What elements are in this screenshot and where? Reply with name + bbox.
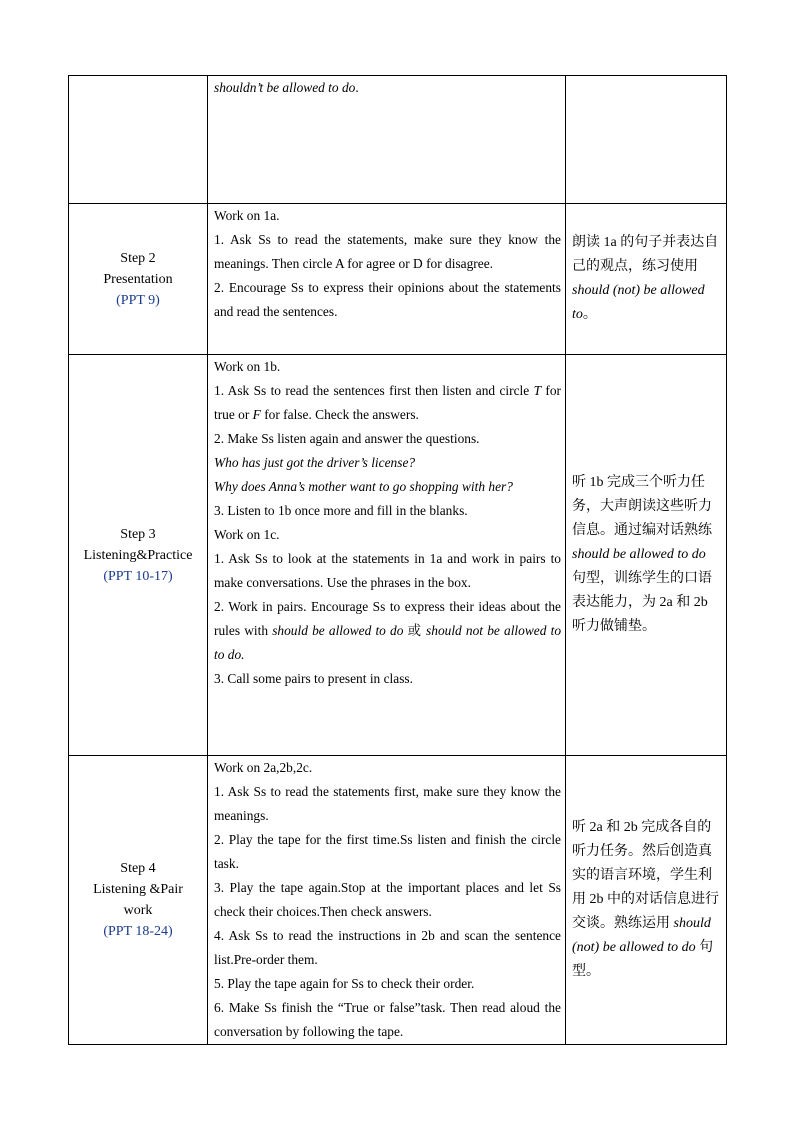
lesson-plan-table bbox=[68, 75, 727, 1045]
note-cell bbox=[566, 204, 727, 355]
table-row bbox=[69, 355, 727, 756]
note-text: should be allowed to do bbox=[572, 547, 706, 562]
note-text: should (not) be allowed to bbox=[572, 283, 705, 322]
procedure-text: shouldn’t be allowed to do bbox=[214, 80, 356, 95]
procedure-text: 2. Play the tape for the first time.Ss listen and finish the circle task. bbox=[214, 832, 561, 871]
procedure-text: 2. Make Ss listen again and answer the questions. bbox=[214, 431, 480, 446]
step-cell bbox=[69, 204, 208, 355]
note-text: 。 bbox=[582, 307, 597, 322]
design-note bbox=[572, 231, 720, 327]
procedure-text: 6. Make Ss finish the “True or false”task. Then read aloud the conversation by following the tape. bbox=[214, 1000, 561, 1039]
procedure-text: should be allowed to do bbox=[272, 623, 404, 638]
procedure-text: T bbox=[533, 383, 542, 398]
step-cell bbox=[69, 756, 208, 1045]
procedure-text: Work on 1b. bbox=[214, 359, 281, 374]
note-text: 听 1b 完成三个听力任务，大声朗读这些听力信息。通过编对话熟练 bbox=[572, 475, 712, 538]
procedure-line bbox=[214, 204, 561, 228]
note-text: 听 2a 和 2b 完成各自的听力任务。然后创造真实的语言环境，学生利用 2b 中的对话信息进行交谈。熟练运用 bbox=[572, 820, 719, 931]
table-row bbox=[69, 204, 727, 355]
procedure-text: F bbox=[252, 407, 261, 422]
procedure-line bbox=[214, 828, 561, 876]
procedure-text: 3. Listen to 1b once more and fill in the blanks. bbox=[214, 503, 468, 518]
procedure-text: should not be allowed to to do. bbox=[214, 623, 562, 662]
procedure-cell bbox=[208, 76, 566, 204]
procedure-text: Work on 1c. bbox=[214, 527, 280, 542]
table-row bbox=[69, 76, 727, 204]
procedure-text: 或 bbox=[403, 623, 427, 638]
procedure-line bbox=[214, 780, 561, 828]
ppt-reference: (PPT 18-24) bbox=[103, 924, 173, 939]
procedure-text: 3. Play the tape again.Stop at the important places and let Ss check their choices.Then check answers. bbox=[214, 880, 561, 919]
procedure-line bbox=[214, 667, 561, 691]
procedure-text: Work on 1a. bbox=[214, 208, 280, 223]
procedure-text: . bbox=[355, 80, 359, 95]
procedure-text: 3. Call some pairs to present in class. bbox=[214, 671, 413, 686]
procedure-line bbox=[214, 924, 561, 972]
procedure-line bbox=[214, 451, 561, 475]
procedure-line bbox=[214, 276, 561, 324]
ppt-reference: (PPT 9) bbox=[116, 292, 160, 308]
procedure-text: 1. Ask Ss to look at the statements in 1a and work in pairs to make conversations. Use the phrases in the box. bbox=[214, 551, 561, 590]
step-cell bbox=[69, 76, 208, 204]
procedure-line bbox=[214, 228, 561, 276]
procedure-text: 1. Ask Ss to read the sentences first then listen and circle bbox=[214, 383, 534, 398]
procedure-text: Work on 2a,2b,2c. bbox=[214, 760, 313, 775]
procedure-line bbox=[214, 76, 561, 100]
procedure-line bbox=[214, 475, 561, 499]
procedure-line bbox=[214, 355, 561, 379]
step-label: Presentation bbox=[103, 271, 173, 287]
design-note bbox=[572, 816, 720, 984]
procedure-line bbox=[214, 547, 561, 595]
procedure-line bbox=[214, 876, 561, 924]
note-cell bbox=[566, 76, 727, 204]
procedure-text: Who has just got the driver’s license? bbox=[214, 455, 416, 470]
procedure-text: 1. Ask Ss to read the statements, make sure they know the meanings. Then circle A for agree or D for disagree. bbox=[214, 232, 561, 271]
procedure-line bbox=[214, 595, 561, 667]
note-text: should (not) be allowed to do bbox=[572, 916, 711, 955]
procedure-line bbox=[214, 756, 561, 780]
procedure-line bbox=[214, 523, 561, 547]
step-label: Step 2 bbox=[120, 250, 156, 266]
procedure-text: 5. Play the tape again for Ss to check their order. bbox=[214, 976, 475, 991]
step-label: Step 3 bbox=[120, 526, 156, 542]
note-cell bbox=[566, 756, 727, 1045]
design-note bbox=[572, 471, 720, 639]
procedure-cell bbox=[208, 756, 566, 1045]
procedure-line bbox=[214, 972, 561, 996]
step-label: Listening &Pair bbox=[93, 882, 183, 897]
procedure-cell bbox=[208, 204, 566, 355]
procedure-cell bbox=[208, 355, 566, 756]
step-label: Step 4 bbox=[120, 861, 156, 876]
note-text: 朗读 1a 的句子并表达自己的观点，练习使用 bbox=[572, 235, 719, 274]
procedure-text: 4. Ask Ss to read the instructions in 2b and scan the sentence list.Pre-order them. bbox=[214, 928, 561, 967]
procedure-line bbox=[214, 427, 561, 451]
procedure-line bbox=[214, 996, 561, 1044]
note-text: 句型。 bbox=[572, 940, 714, 979]
note-text: 句型，训练学生的口语表达能力，为 2a 和 2b 听力做铺垫。 bbox=[572, 571, 712, 634]
procedure-text: Why does Anna’s mother want to go shopping with her? bbox=[214, 479, 513, 494]
step-label: work bbox=[123, 903, 153, 918]
procedure-line bbox=[214, 499, 561, 523]
procedure-text: 2. Encourage Ss to express their opinions about the statements and read the sentences. bbox=[214, 280, 561, 319]
procedure-line bbox=[214, 379, 561, 427]
table-row bbox=[69, 756, 727, 1045]
procedure-text: for true or bbox=[214, 383, 561, 422]
procedure-text: 1. Ask Ss to read the statements first, make sure they know the meanings. bbox=[214, 784, 561, 823]
procedure-text: 2. Work in pairs. Encourage Ss to express their ideas about the rules with bbox=[214, 599, 561, 638]
step-label: Listening&Practice bbox=[83, 547, 193, 563]
note-cell bbox=[566, 355, 727, 756]
procedure-text: for false. Check the answers. bbox=[260, 407, 419, 422]
step-cell bbox=[69, 355, 208, 756]
ppt-reference: (PPT 10-17) bbox=[103, 568, 173, 584]
